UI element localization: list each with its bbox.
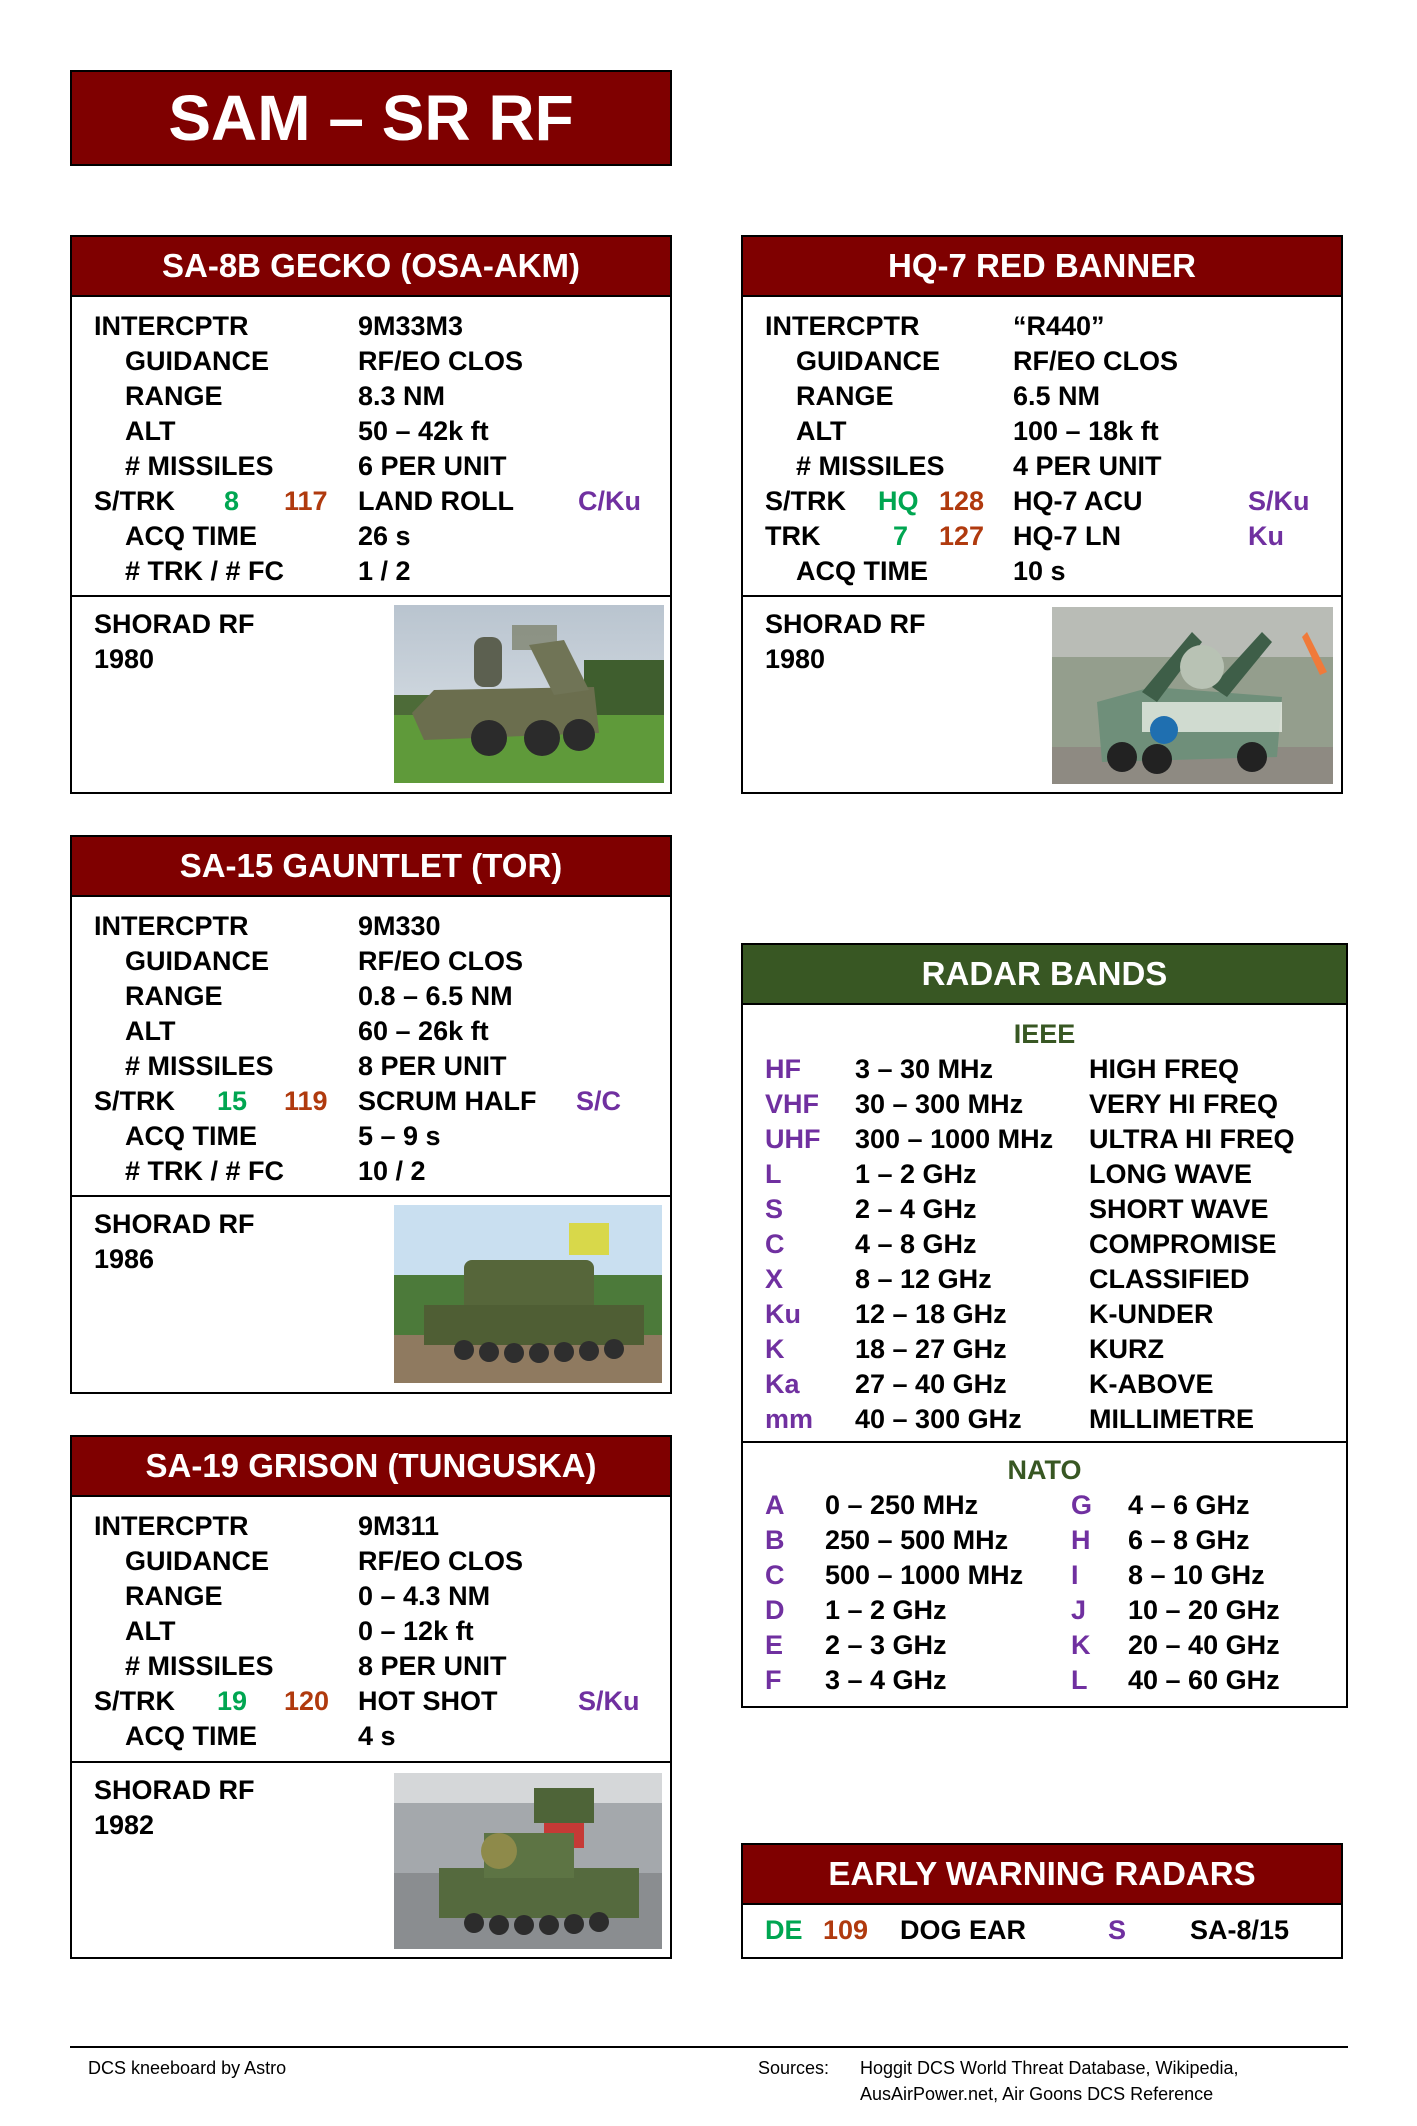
stat-row xyxy=(72,309,670,344)
stat-value: 5 – 9 s xyxy=(358,1121,441,1151)
vehicle-photo xyxy=(394,1773,662,1949)
band-code: A xyxy=(765,1490,785,1520)
stat-label: ACQ TIME xyxy=(125,521,257,551)
radar-band: S xyxy=(1108,1915,1127,1945)
ieee-title: IEEE xyxy=(1013,1019,1076,1049)
radar-band: S/Ku xyxy=(578,1686,640,1716)
ieee-band-row xyxy=(743,1227,1346,1262)
frequency-range: 4 – 6 GHz xyxy=(1128,1490,1250,1520)
stat-row xyxy=(72,1119,670,1154)
stat-label: INTERCPTR xyxy=(94,1511,249,1541)
radar-name: HOT SHOT xyxy=(358,1686,498,1716)
band-code: F xyxy=(765,1665,782,1695)
frequency-range: 20 – 40 GHz xyxy=(1128,1630,1280,1660)
stat-label: RANGE xyxy=(125,1581,223,1611)
stat-value: 8 PER UNIT xyxy=(358,1651,507,1681)
ieee-table xyxy=(743,1052,1346,1437)
band-code: E xyxy=(765,1630,784,1660)
stat-value: 10 / 2 xyxy=(358,1156,426,1186)
band-code: X xyxy=(765,1264,784,1294)
stat-label: S/TRK xyxy=(765,486,846,516)
frequency-range: 1 – 2 GHz xyxy=(855,1159,977,1189)
band-code: H xyxy=(1071,1525,1091,1555)
frequency-range: 8 – 10 GHz xyxy=(1128,1560,1265,1590)
early-warning-panel xyxy=(741,1843,1343,1959)
ieee-band-row xyxy=(743,1122,1346,1157)
band-code: UHF xyxy=(765,1124,821,1154)
band-code: K xyxy=(765,1334,785,1364)
band-name: VERY HI FREQ xyxy=(1089,1089,1279,1119)
band-code: HF xyxy=(765,1054,801,1084)
stat-value: 8.3 NM xyxy=(358,381,446,411)
band-code: I xyxy=(1071,1560,1079,1590)
card-title: SA-8B GECKO (OSA-AKM) xyxy=(72,237,670,297)
stat-row xyxy=(72,1154,670,1189)
stat-value: 0 – 4.3 NM xyxy=(358,1581,491,1611)
stat-row xyxy=(743,344,1341,379)
band-code: D xyxy=(765,1595,785,1625)
radar-row xyxy=(72,484,670,519)
hq7-vehicle-image xyxy=(1052,607,1333,784)
footer-divider xyxy=(70,2046,1348,2048)
ieee-band-row xyxy=(743,1332,1346,1367)
stat-label: RANGE xyxy=(125,381,223,411)
sa8-vehicle-image xyxy=(394,605,664,783)
stat-label: ALT xyxy=(125,1016,176,1046)
band-name: K-UNDER xyxy=(1089,1299,1214,1329)
stat-value: 0 – 12k ft xyxy=(358,1616,474,1646)
frequency-range: 3 – 4 GHz xyxy=(825,1665,947,1695)
nato-band-row xyxy=(743,1593,1346,1628)
ieee-band-row xyxy=(743,1402,1346,1437)
frequency-range: 0 – 250 MHz xyxy=(825,1490,979,1520)
stat-row xyxy=(72,909,670,944)
stat-value: 9M33M3 xyxy=(358,311,464,341)
stat-label: TRK xyxy=(765,521,821,551)
stat-label: ACQ TIME xyxy=(125,1721,257,1751)
frequency-range: 250 – 500 MHz xyxy=(825,1525,1009,1555)
sa15-vehicle-image xyxy=(394,1205,662,1383)
stat-label: INTERCPTR xyxy=(94,311,249,341)
rwr-code: 8 xyxy=(224,486,240,516)
rwr-code: HQ xyxy=(878,486,919,516)
band-code: S xyxy=(765,1194,784,1224)
frequency-range: 12 – 18 GHz xyxy=(855,1299,1007,1329)
frequency-range: 500 – 1000 MHz xyxy=(825,1560,1024,1590)
frequency-range: 6 – 8 GHz xyxy=(1128,1525,1250,1555)
system-card-sa19 xyxy=(70,1435,672,1959)
radar-bands-title: RADAR BANDS xyxy=(743,945,1346,1005)
channel-number: 109 xyxy=(823,1915,869,1945)
stats-table xyxy=(72,1497,670,1763)
stat-row xyxy=(72,944,670,979)
stat-row xyxy=(72,1719,670,1754)
frequency-range: 30 – 300 MHz xyxy=(855,1089,1024,1119)
radar-name: LAND ROLL xyxy=(358,486,514,516)
stat-row xyxy=(72,1014,670,1049)
stat-value: RF/EO CLOS xyxy=(1013,346,1179,376)
frequency-range: 10 – 20 GHz xyxy=(1128,1595,1280,1625)
associated-systems: SA-8/15 xyxy=(1190,1915,1290,1945)
radar-band: C/Ku xyxy=(578,486,641,516)
system-type: SHORAD RF 1980 xyxy=(94,607,255,677)
band-name: SHORT WAVE xyxy=(1089,1194,1269,1224)
stat-label: ALT xyxy=(125,1616,176,1646)
stat-value: 6.5 NM xyxy=(1013,381,1101,411)
sources-line-1: Hoggit DCS World Threat Database, Wikipedia, xyxy=(860,2058,1239,2078)
system-type: SHORAD RF 1986 xyxy=(94,1207,255,1277)
stat-label: # MISSILES xyxy=(125,1651,274,1681)
stat-label: GUIDANCE xyxy=(796,346,941,376)
band-name: KURZ xyxy=(1089,1334,1164,1364)
system-summary xyxy=(743,597,1341,792)
frequency-range: 27 – 40 GHz xyxy=(855,1369,1007,1399)
service-year: 1982 xyxy=(94,1810,155,1840)
stat-label: # MISSILES xyxy=(125,451,274,481)
stat-label: GUIDANCE xyxy=(125,1546,270,1576)
stat-value: 9M330 xyxy=(358,911,441,941)
vehicle-photo xyxy=(394,1205,662,1383)
stats-table xyxy=(72,297,670,597)
early-warning-title: EARLY WARNING RADARS xyxy=(743,1845,1341,1905)
system-type: SHORAD RF 1982 xyxy=(94,1773,255,1843)
nato-section xyxy=(743,1443,1346,1698)
stat-label: S/TRK xyxy=(94,1686,175,1716)
radar-name: SCRUM HALF xyxy=(358,1086,537,1116)
band-name: LONG WAVE xyxy=(1089,1159,1253,1189)
stat-label: S/TRK xyxy=(94,1086,175,1116)
band-code: J xyxy=(1071,1595,1087,1625)
sources-line-2: AusAirPower.net, Air Goons DCS Reference xyxy=(860,2084,1214,2104)
radar-band: S/Ku xyxy=(1248,486,1310,516)
card-title: HQ-7 RED BANNER xyxy=(743,237,1341,297)
band-code: VHF xyxy=(765,1089,819,1119)
channel-number: 127 xyxy=(939,521,985,551)
stat-value: 1 / 2 xyxy=(358,556,411,586)
band-code: mm xyxy=(765,1404,814,1434)
service-year: 1980 xyxy=(765,644,826,674)
stats-table xyxy=(72,897,670,1197)
frequency-range: 40 – 60 GHz xyxy=(1128,1665,1280,1695)
footer-sources-label: Sources: xyxy=(758,2058,830,2078)
band-code: K xyxy=(1071,1630,1091,1660)
stat-value: RF/EO CLOS xyxy=(358,1546,524,1576)
radar-name: HQ-7 ACU xyxy=(1013,486,1143,516)
stat-label: ACQ TIME xyxy=(796,556,928,586)
channel-number: 128 xyxy=(939,486,985,516)
nato-title: NATO xyxy=(1007,1455,1082,1485)
stat-value: RF/EO CLOS xyxy=(358,346,524,376)
frequency-range: 40 – 300 GHz xyxy=(855,1404,1022,1434)
ieee-band-row xyxy=(743,1262,1346,1297)
stat-label: ACQ TIME xyxy=(125,1121,257,1151)
page-title: SAM – SR RF xyxy=(70,70,672,166)
stat-row xyxy=(72,554,670,589)
stat-row xyxy=(72,979,670,1014)
band-name: HIGH FREQ xyxy=(1089,1054,1240,1084)
rwr-code: 15 xyxy=(217,1086,248,1116)
stat-value: RF/EO CLOS xyxy=(358,946,524,976)
band-code: C xyxy=(765,1560,785,1590)
stat-label: ALT xyxy=(125,416,176,446)
radar-bands-panel xyxy=(741,943,1348,1708)
nato-band-row xyxy=(743,1558,1346,1593)
stat-label: GUIDANCE xyxy=(125,346,270,376)
stat-row xyxy=(72,1544,670,1579)
stat-row xyxy=(72,344,670,379)
band-name: ULTRA HI FREQ xyxy=(1089,1124,1295,1154)
ew-row xyxy=(743,1913,1341,1948)
stat-row xyxy=(743,554,1341,589)
sa19-vehicle-image xyxy=(394,1773,662,1949)
radar-band: Ku xyxy=(1248,521,1284,551)
stat-row xyxy=(743,379,1341,414)
stat-row xyxy=(743,309,1341,344)
stat-value: 60 – 26k ft xyxy=(358,1016,489,1046)
band-code: B xyxy=(765,1525,785,1555)
ieee-band-row xyxy=(743,1297,1346,1332)
band-name: COMPROMISE xyxy=(1089,1229,1277,1259)
frequency-range: 18 – 27 GHz xyxy=(855,1334,1007,1364)
footer-credit: DCS kneeboard by Astro xyxy=(88,2058,287,2078)
frequency-range: 300 – 1000 MHz xyxy=(855,1124,1054,1154)
stat-label: # MISSILES xyxy=(796,451,945,481)
stat-label: # TRK / # FC xyxy=(125,556,285,586)
band-name: CLASSIFIED xyxy=(1089,1264,1250,1294)
stat-label: ALT xyxy=(796,416,847,446)
system-summary xyxy=(72,1763,670,1957)
radar-row xyxy=(743,484,1341,519)
footer-sources xyxy=(860,2055,1239,2107)
stat-label: RANGE xyxy=(796,381,894,411)
nato-band-row xyxy=(743,1488,1346,1523)
stat-row xyxy=(72,414,670,449)
stat-label: INTERCPTR xyxy=(765,311,920,341)
frequency-range: 2 – 4 GHz xyxy=(855,1194,977,1224)
stat-row xyxy=(72,449,670,484)
band-code: Ku xyxy=(765,1299,801,1329)
stat-value: 50 – 42k ft xyxy=(358,416,489,446)
stat-label: # MISSILES xyxy=(125,1051,274,1081)
system-card-sa15 xyxy=(70,835,672,1394)
nato-band-row xyxy=(743,1523,1346,1558)
ieee-band-row xyxy=(743,1367,1346,1402)
band-name: MILLIMETRE xyxy=(1089,1404,1254,1434)
frequency-range: 3 – 30 MHz xyxy=(855,1054,994,1084)
band-code: Ka xyxy=(765,1369,800,1399)
channel-number: 119 xyxy=(284,1086,328,1116)
radar-row xyxy=(72,1084,670,1119)
system-type: SHORAD RF 1980 xyxy=(765,607,926,677)
stat-label: GUIDANCE xyxy=(125,946,270,976)
nato-band-row xyxy=(743,1663,1346,1698)
stat-row xyxy=(743,449,1341,484)
rwr-code: 19 xyxy=(217,1686,248,1716)
stat-value: 9M311 xyxy=(358,1511,440,1541)
frequency-range: 4 – 8 GHz xyxy=(855,1229,977,1259)
radar-row xyxy=(72,1684,670,1719)
band-code: L xyxy=(765,1159,782,1189)
frequency-range: 1 – 2 GHz xyxy=(825,1595,947,1625)
system-summary xyxy=(72,1197,670,1392)
ieee-band-row xyxy=(743,1157,1346,1192)
service-year: 1980 xyxy=(94,644,155,674)
stat-value: 8 PER UNIT xyxy=(358,1051,507,1081)
rwr-code: DE xyxy=(765,1915,803,1945)
radar-name: DOG EAR xyxy=(900,1915,1027,1945)
nato-band-row xyxy=(743,1628,1346,1663)
stat-value: 100 – 18k ft xyxy=(1013,416,1159,446)
stat-value: “R440” xyxy=(1013,311,1105,341)
vehicle-photo xyxy=(1052,607,1333,784)
band-code: G xyxy=(1071,1490,1093,1520)
system-summary xyxy=(72,597,670,792)
stats-table xyxy=(743,297,1341,597)
ieee-section xyxy=(743,1005,1346,1443)
channel-number: 117 xyxy=(284,486,328,516)
band-code: C xyxy=(765,1229,785,1259)
stat-row xyxy=(72,379,670,414)
stat-value: 26 s xyxy=(358,521,411,551)
radar-band: S/C xyxy=(576,1086,622,1116)
stat-label: S/TRK xyxy=(94,486,175,516)
stat-value: 0.8 – 6.5 NM xyxy=(358,981,513,1011)
stat-label: INTERCPTR xyxy=(94,911,249,941)
stat-row xyxy=(743,414,1341,449)
channel-number: 120 xyxy=(284,1686,330,1716)
rwr-code: 7 xyxy=(893,521,909,551)
service-year: 1986 xyxy=(94,1244,155,1274)
card-title: SA-19 GRISON (TUNGUSKA) xyxy=(72,1437,670,1497)
band-name: K-ABOVE xyxy=(1089,1369,1214,1399)
stat-value: 6 PER UNIT xyxy=(358,451,507,481)
ieee-band-row xyxy=(743,1192,1346,1227)
stat-row xyxy=(72,1579,670,1614)
stat-row xyxy=(72,1614,670,1649)
stat-label: RANGE xyxy=(125,981,223,1011)
radar-row xyxy=(743,519,1341,554)
card-title: SA-15 GAUNTLET (TOR) xyxy=(72,837,670,897)
stat-value: 4 s xyxy=(358,1721,396,1751)
system-card-hq7 xyxy=(741,235,1343,794)
stat-label: # TRK / # FC xyxy=(125,1156,285,1186)
vehicle-photo xyxy=(394,605,664,783)
stat-row xyxy=(72,519,670,554)
stat-row xyxy=(72,1509,670,1544)
band-code: L xyxy=(1071,1665,1088,1695)
ieee-band-row xyxy=(743,1052,1346,1087)
nato-table xyxy=(743,1488,1346,1698)
radar-name: HQ-7 LN xyxy=(1013,521,1121,551)
stat-row xyxy=(72,1649,670,1684)
system-card-sa8 xyxy=(70,235,672,794)
frequency-range: 8 – 12 GHz xyxy=(855,1264,992,1294)
stat-value: 10 s xyxy=(1013,556,1066,586)
ieee-band-row xyxy=(743,1087,1346,1122)
stat-value: 4 PER UNIT xyxy=(1013,451,1162,481)
stat-row xyxy=(72,1049,670,1084)
frequency-range: 2 – 3 GHz xyxy=(825,1630,947,1660)
